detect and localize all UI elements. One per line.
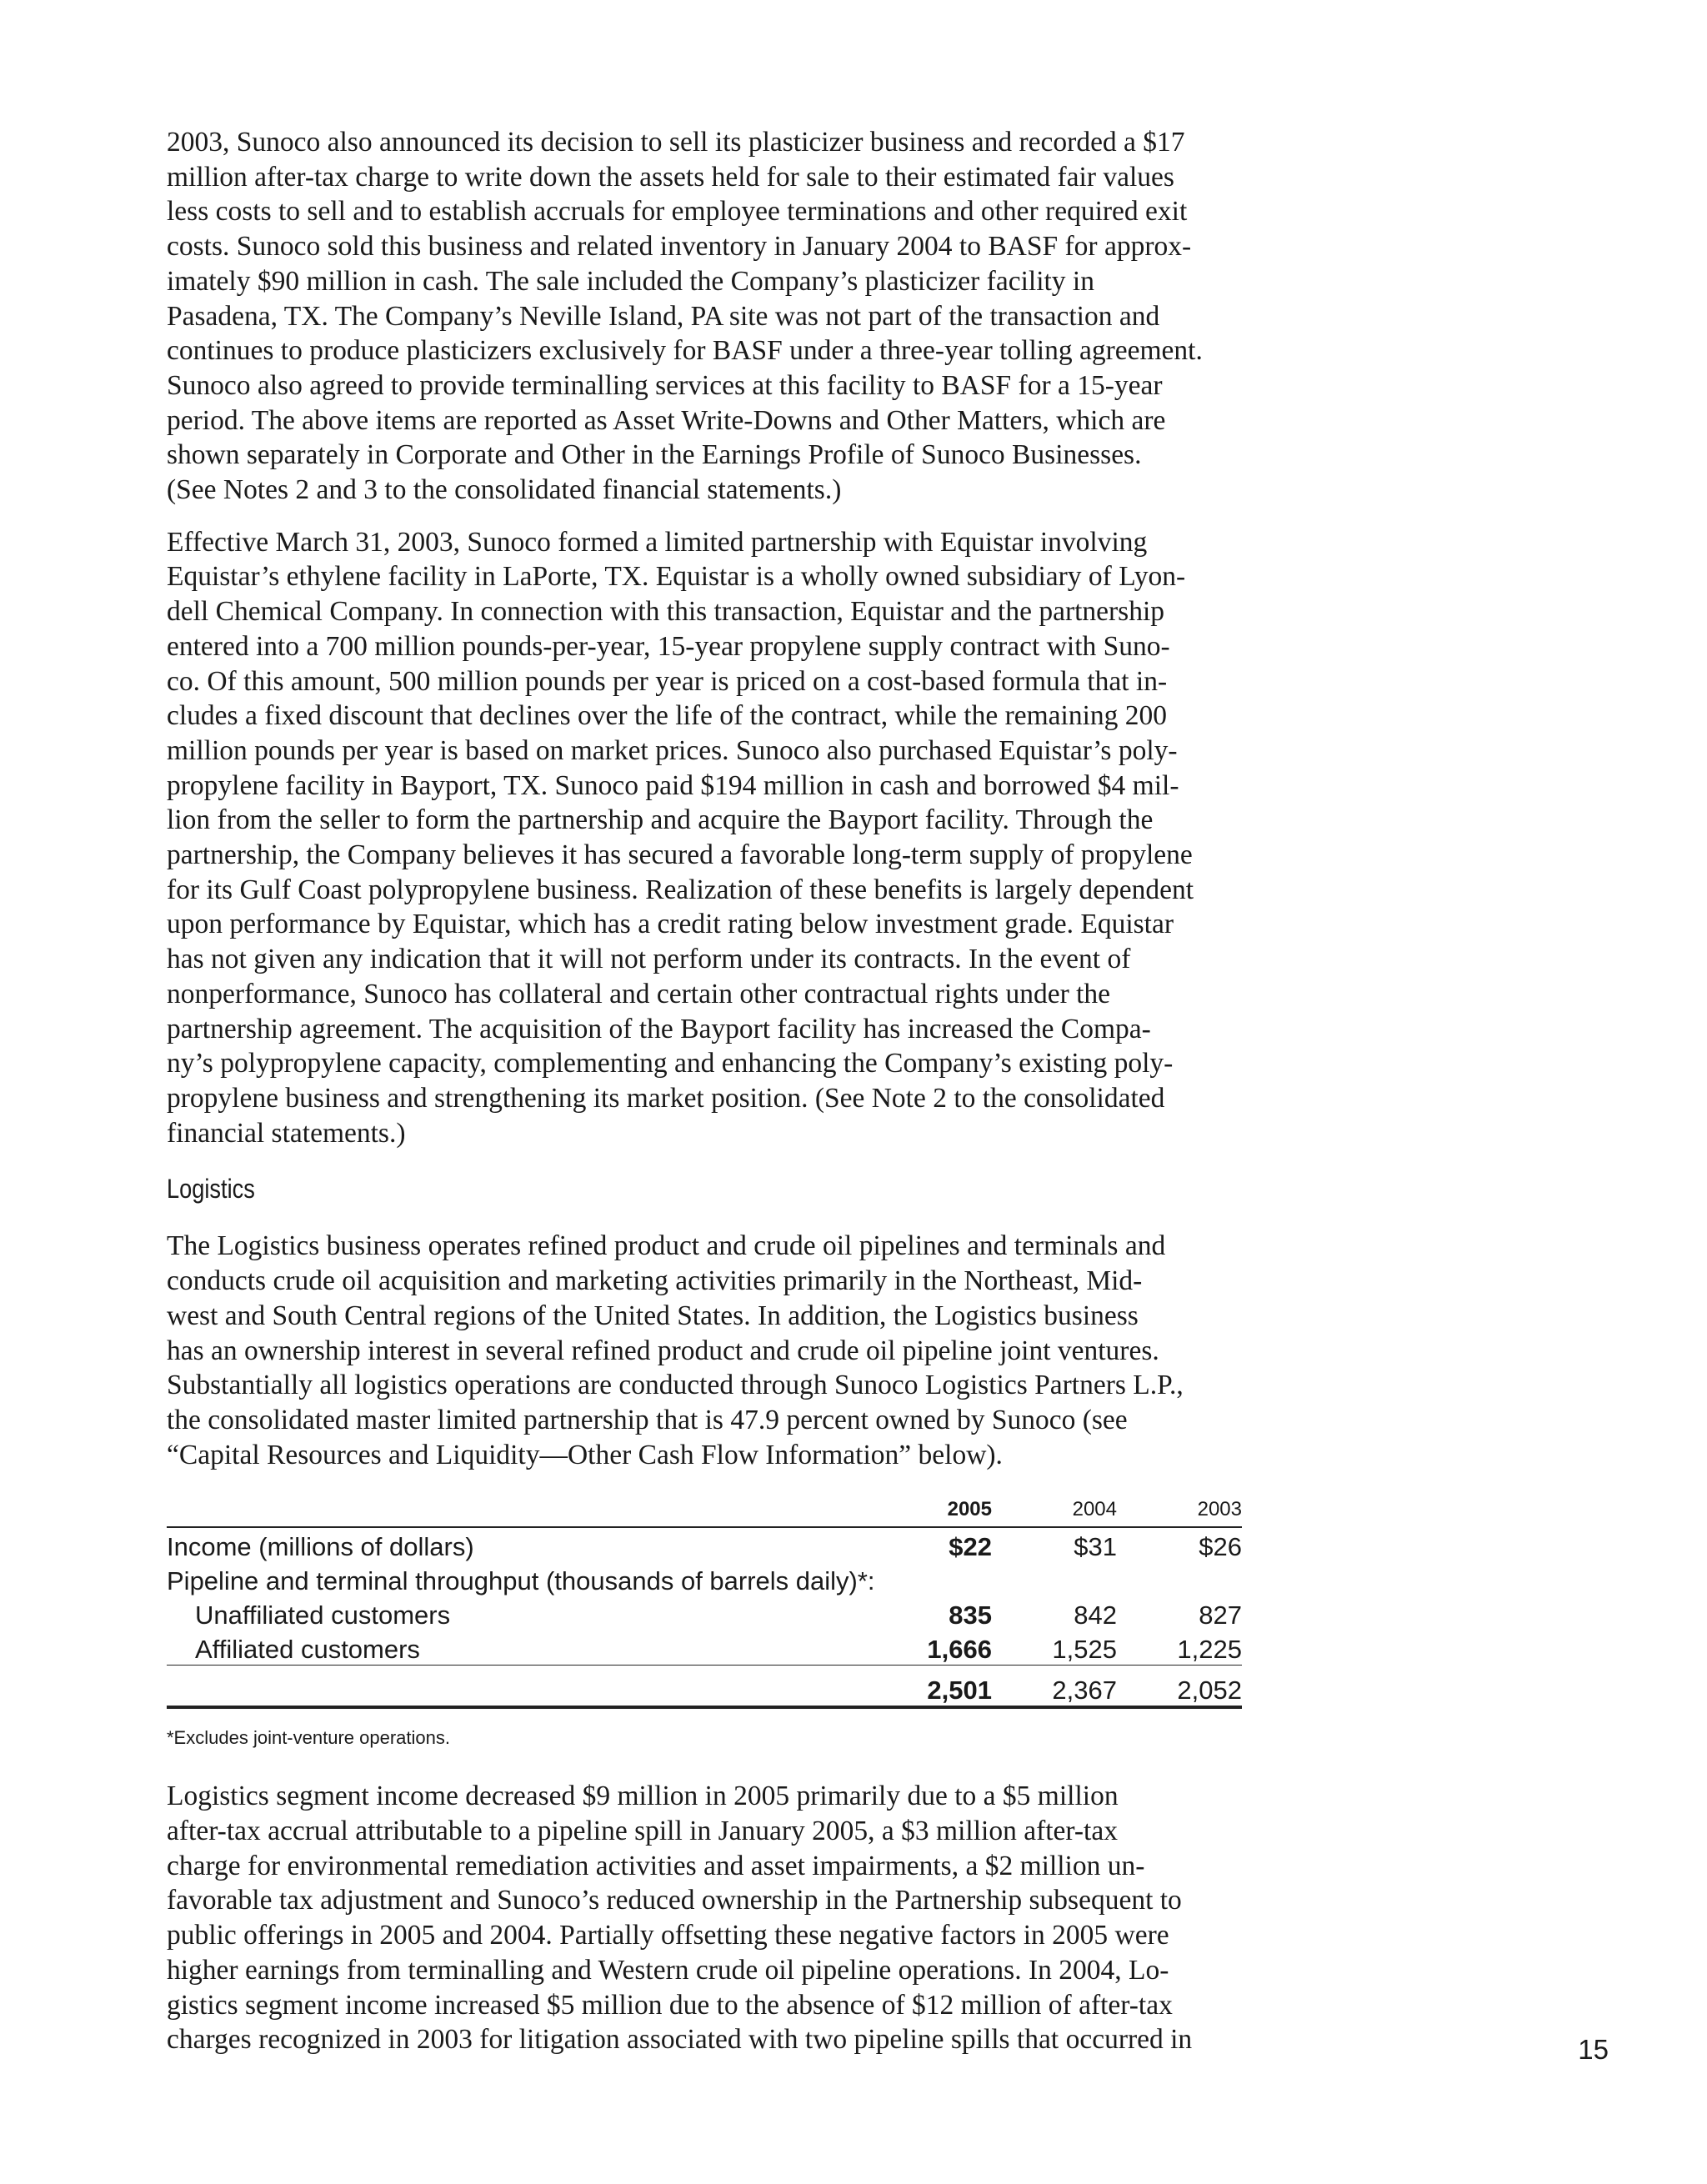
table-row — [167, 1562, 1242, 1596]
paragraph-logistics-results: Logistics segment income decreased $9 million in 2005 primarily due to a $5 million after-tax accrual attributable to a pipeline spill in January 2005, a $3 million after-tax charge for environmental remediation activities and asset impairments, a $2 million un- favorable tax adjustment and Sunoco’s reduced ownership in the Partnership subsequent to public offerings in 2005 and 2004. Partially offsetting these negative factors in 2005 were higher earnings from terminalling and Western crude oil pipeline operations. In 2004, Lo- gistics segment income increased $5 million due to the absence of $12 million of after-tax charges recognized in 2003 for litigation associated with two pipeline spills that occurred in — [167, 1781, 1193, 2056]
row-label — [167, 1666, 859, 1708]
row-label: Pipeline and terminal throughput (thousands of barrels daily)*: — [167, 1566, 875, 1596]
table-cell: 2,052 — [1117, 1666, 1242, 1708]
year-header: 2004 — [992, 1490, 1117, 1527]
table-cell: $26 — [1199, 1532, 1242, 1562]
row-label: Affiliated customers — [167, 1630, 859, 1666]
table-cell: $22 — [949, 1532, 992, 1562]
table-cell: $31 — [1074, 1532, 1117, 1562]
table-total-row — [167, 1666, 1242, 1708]
logistics-table — [167, 1490, 1242, 1709]
table-row — [167, 1527, 1242, 1562]
table-footnote: *Excludes joint-venture operations. — [167, 1727, 450, 1749]
section-heading-logistics: Logistics — [167, 1174, 255, 1205]
table-cell: 1,225 — [1117, 1630, 1242, 1666]
table-cell: 1,666 — [859, 1630, 992, 1666]
table-header-row — [167, 1490, 1242, 1527]
table-row — [167, 1630, 1242, 1666]
table-cell: 1,525 — [992, 1630, 1117, 1666]
paragraph-plasticizer: 2003, Sunoco also announced its decision to sell its plasticizer business and recorded a $17 million after-tax charge to write down the assets held for sale to their estimated fair values less costs to sell and to establish accruals for employee terminations and other required exit costs. Sunoco sold this business and related inventory in January 2004 to BASF for approx- imately $90 million in cash. The sale included the Company’s plasticizer facility in Pasadena, TX. The Company’s Neville Island, PA site was not part of the transaction and continues to produce plasticizers exclusively for BASF under a three-year tolling agreement. Sunoco also agreed to provide terminalling services at this facility to BASF for a 15-year period. The above items are reported as Asset Write-Downs and Other Matters, which are shown separately in Corporate and Other in the Earnings Profile of Sunoco Businesses. (See Notes 2 and 3 to the consolidated financial statements.) — [167, 127, 1203, 506]
paragraph-logistics-intro: The Logistics business operates refined product and crude oil pipelines and terminals and conducts crude oil acquisition and marketing activities primarily in the Northeast, Mid- west and South Central regions of the United States. In addition, the Logistics business has an ownership interest in several refined product and crude oil pipeline joint ventures. Substantially all logistics operations are conducted through Sunoco Logistics Partners L.P., the consolidated master limited partnership that is 47.9 percent owned by Sunoco (see “Capital Resources and Liquidity—Other Cash Flow Information” below). — [167, 1230, 1184, 1470]
table-cell: 827 — [1199, 1600, 1242, 1630]
table-cell: 835 — [949, 1600, 992, 1630]
row-label: Income (millions of dollars) — [167, 1532, 474, 1562]
page-number: 15 — [1578, 2034, 1609, 2065]
row-label: Unaffiliated customers — [195, 1600, 451, 1630]
table-cell: 2,501 — [859, 1666, 992, 1708]
page-content — [167, 125, 1250, 2075]
paragraph-equistar: Effective March 31, 2003, Sunoco formed a limited partnership with Equistar involving Equistar’s ethylene facility in LaPorte, TX. Equistar is a wholly owned subsidiary of Lyon- dell Chemical Company. In connection with this transaction, Equistar and the partnership entered into a 700 million pounds-per-year, 15-year propylene supply contract with Suno- co. Of this amount, 500 million pounds per year is priced on a cost-based formula that in- cludes a fixed discount that declines over the life of the contract, while the remaining 200 million pounds per year is based on market prices. Sunoco also purchased Equistar’s poly- propylene facility in Bayport, TX. Sunoco paid $194 million in cash and borrowed $4 mil- lion from the seller to form the partnership and acquire the Bayport facility. Through the partnership, the Company believes it has secured a favorable long-term supply of propylene for its Gulf Coast polypropylene business. Realization of these benefits is largely dependent upon performance by Equistar, which has a credit rating below investment grade. Equistar has not given any indication that it will not perform under its contracts. In the event of nonperformance, Sunoco has collateral and certain other contractual rights under the partnership agreement. The acquisition of the Bayport facility has increased the Compa- ny’s polypropylene capacity, complementing and enhancing the Company’s existing poly- propylene business and strengthening its market position. (See Note 2 to the consolidated financial statements.) — [167, 526, 1194, 1149]
year-header: 2003 — [1117, 1490, 1242, 1527]
table-row — [167, 1596, 1242, 1630]
table-cell: 842 — [1074, 1600, 1117, 1630]
year-header: 2005 — [859, 1490, 992, 1527]
table-cell: 2,367 — [992, 1666, 1117, 1708]
